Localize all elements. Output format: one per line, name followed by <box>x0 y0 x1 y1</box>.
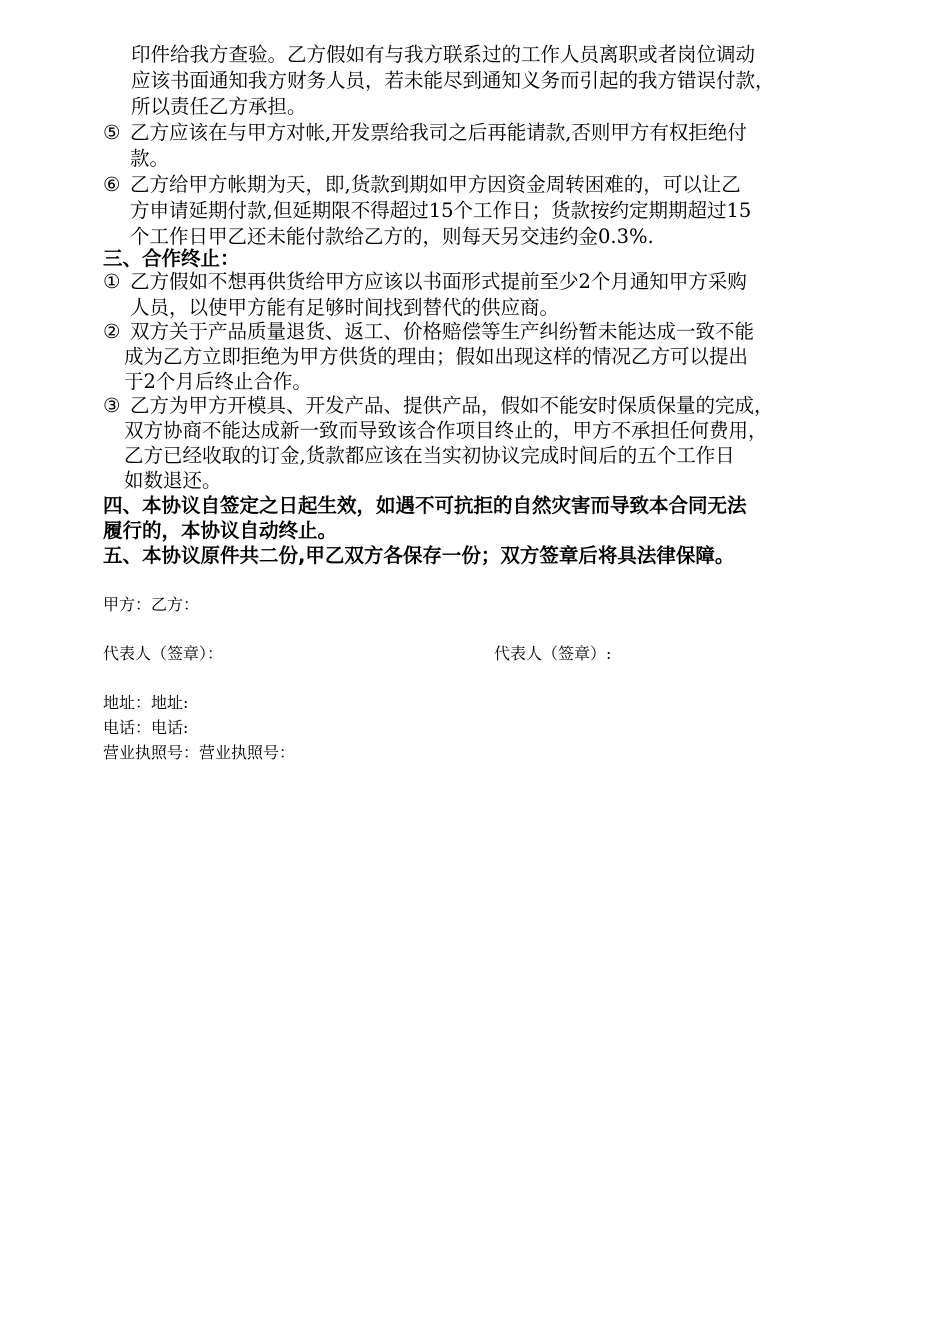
representative-a-label: 代表人（签章）： <box>103 644 224 663</box>
continuation-line-2: 应该书面通知我方财务人员，若未能尽到通知义务而引起的我方错误付款， <box>131 69 775 92</box>
section-3-item-1-line-1 <box>103 269 747 294</box>
section-3-item-3-line-3: 乙方已经收取的订金,货款都应该在当实初协议完成时间后的五个工作日 <box>124 444 735 467</box>
section-3-heading: 三、合作终止： <box>103 247 240 270</box>
section-3-item-2-line-3: 于2个月后终止合作。 <box>124 370 312 393</box>
address-label: 地址：地址: <box>103 693 189 712</box>
item-6-number: ⑥ <box>103 173 121 196</box>
section-3-item-3-line-2: 双方协商不能达成新一致而导致该合作项目终止的，甲方不承担任何费用， <box>124 419 768 442</box>
section-5: 五、本协议原件共二份,甲乙双方各保存一份；双方签章后将具法律保障。 <box>103 544 735 567</box>
business-license-label: 营业执照号：营业执照号： <box>103 743 296 762</box>
item-6-text-1: 乙方给甲方帐期为天，即,货款到期如甲方因资金周转困难的，可以让乙 <box>130 173 741 196</box>
phone-label: 电话：电话: <box>103 718 189 737</box>
section-3-item-1-text-1: 乙方假如不想再供货给甲方应该以书面形式提前至少2个月通知甲方采购 <box>130 270 747 293</box>
section-4-line-1: 四、本协议自签定之日起生效，如遇不可抗拒的自然灾害而导致本合同无法 <box>103 494 747 517</box>
continuation-line-1: 印件给我方查验。乙方假如有与我方联系过的工作人员离职或者岗位调动 <box>131 43 756 66</box>
representative-b-label: 代表人（签章）: <box>494 644 612 663</box>
section-3-item-3-number: ③ <box>103 394 121 417</box>
continuation-line-3: 所以责任乙方承担。 <box>131 95 307 118</box>
section-3-item-1-line-2: 人员，以使甲方能有足够时间找到替代的供应商。 <box>130 296 560 319</box>
parties-label: 甲方：乙方： <box>103 595 200 614</box>
section-3-item-2-line-2: 成为乙方立即拒绝为甲方供货的理由；假如出现这样的情况乙方可以提出 <box>124 345 749 368</box>
item-6-line-1 <box>103 172 741 197</box>
section-3-item-3-line-4: 如数退还。 <box>124 469 222 492</box>
item-6-line-3: 个工作日甲乙还未能付款给乙方的，则每天另交违约金0.3%. <box>130 225 654 248</box>
item-6-line-2: 方申请延期付款,但延期限不得超过15个工作日；货款按约定期期超过15 <box>130 199 752 222</box>
section-3-item-3-text-1: 乙方为甲方开模具、开发产品、提供产品，假如不能安时保质保量的完成， <box>130 394 774 417</box>
item-5-text-1: 乙方应该在与甲方对帐,开发票给我司之后再能请款,否则甲方有权拒绝付 <box>130 121 747 144</box>
section-3-item-2-text-1: 双方关于产品质量退货、返工、价格赔偿等生产纠纷暂未能达成一致不能 <box>130 320 755 343</box>
section-3-item-3-line-1 <box>103 393 774 418</box>
section-3-item-2-line-1 <box>103 319 754 344</box>
item-5-line-2: 款。 <box>130 147 170 170</box>
section-3-item-2-number: ② <box>103 320 121 343</box>
item-5-number: ⑤ <box>103 121 121 144</box>
section-4-line-2: 履行的，本协议自动终止。 <box>103 519 338 542</box>
item-5-line-1 <box>103 120 747 145</box>
section-3-item-1-number: ① <box>103 270 121 293</box>
